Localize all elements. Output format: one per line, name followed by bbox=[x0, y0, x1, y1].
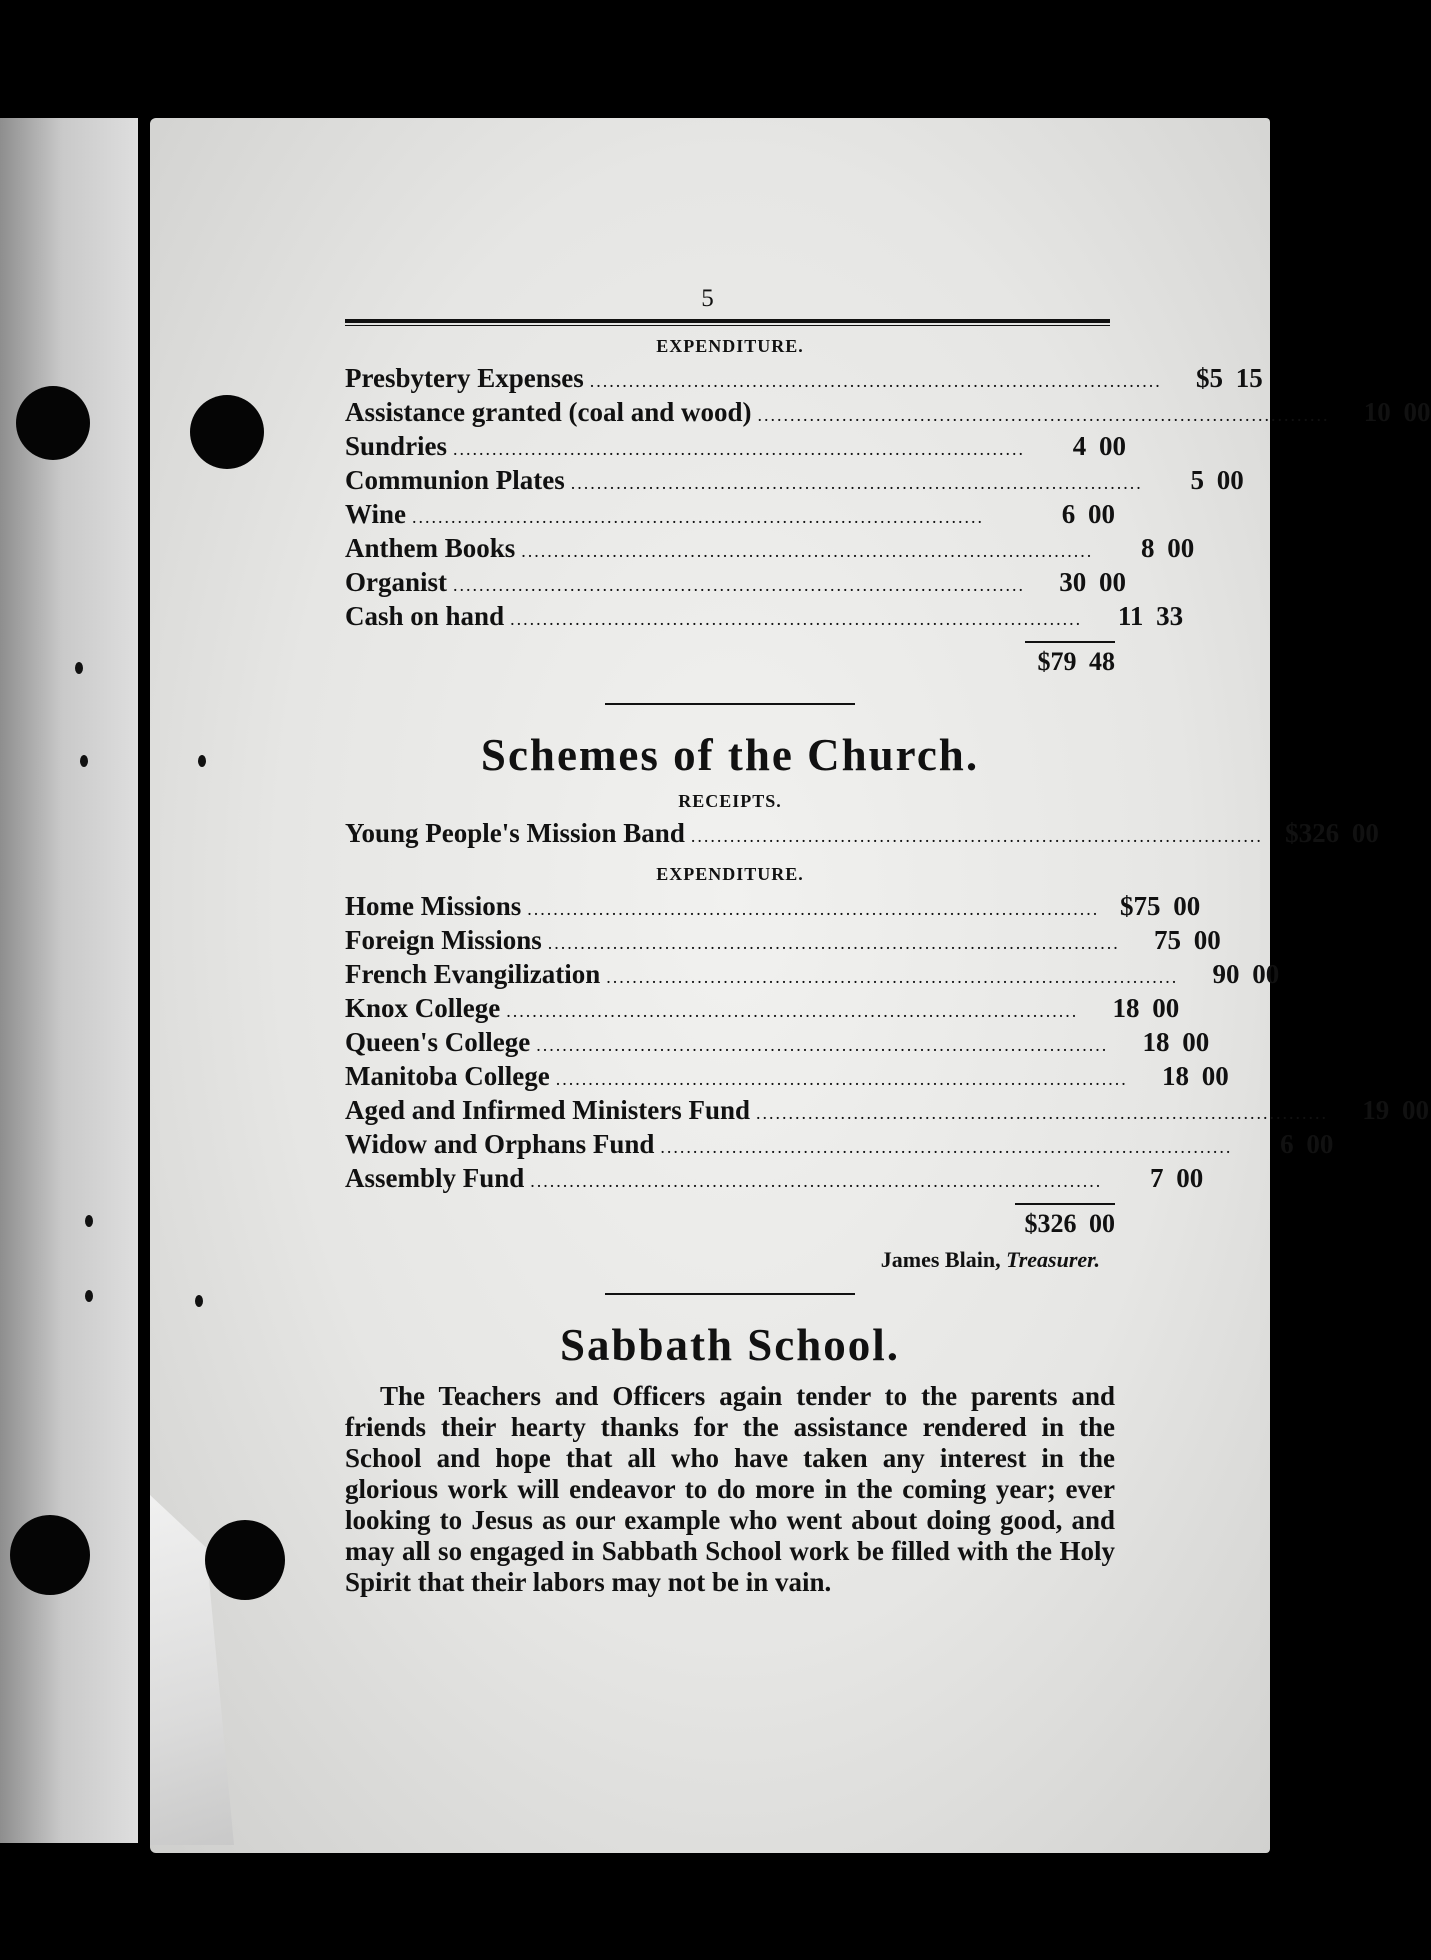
header-rule bbox=[345, 319, 1110, 326]
treasurer-signature bbox=[345, 1247, 1115, 1273]
dot-leader: ........................................................................................ bbox=[555, 1069, 1128, 1089]
scan-speck bbox=[75, 662, 83, 674]
ledger-row bbox=[345, 1095, 1430, 1129]
dot-leader: ........................................................................................ bbox=[453, 439, 1026, 459]
ledger-label: Manitoba College bbox=[345, 1061, 550, 1091]
ledger-label: Foreign Missions bbox=[345, 925, 542, 955]
ledger-row bbox=[345, 397, 1431, 431]
sabbath-heading: Sabbath School. bbox=[559, 1320, 901, 1370]
dot-leader: ........................................................................................ bbox=[527, 899, 1100, 919]
ledger-row bbox=[345, 993, 1180, 1027]
ledger-label: Wine bbox=[345, 499, 407, 529]
dot-leader: ........................................................................................ bbox=[570, 473, 1143, 493]
scan-speck bbox=[85, 1215, 93, 1227]
ledger-label: Home Missions bbox=[345, 891, 522, 921]
dot-leader: ........................................................................................ bbox=[757, 405, 1330, 425]
binding-hole bbox=[16, 386, 90, 460]
dot-leader: ........................................................................................ bbox=[506, 1001, 1079, 1021]
ledger-row bbox=[345, 1027, 1210, 1061]
dot-leader: ........................................................................................ bbox=[412, 507, 985, 527]
treasurer-name: James Blain, bbox=[880, 1247, 1001, 1272]
ledger-label: Aged and Infirmed Ministers Fund bbox=[345, 1095, 751, 1125]
ledger-row bbox=[345, 1163, 1204, 1197]
schemes-expenditure-list bbox=[345, 891, 1430, 1197]
binding-hole bbox=[205, 1520, 285, 1600]
ledger-amount: 7 00 bbox=[1150, 1163, 1204, 1193]
ledger-label: Anthem Books bbox=[345, 533, 516, 563]
ledger-label: Queen's College bbox=[345, 1027, 531, 1057]
ledger-label: Assistance granted (coal and wood) bbox=[345, 397, 752, 427]
dot-leader: ........................................................................................ bbox=[510, 609, 1083, 629]
ledger-row bbox=[345, 499, 1115, 533]
dot-leader: ........................................................................................ bbox=[660, 1137, 1233, 1157]
ledger-label: French Evangilization bbox=[345, 959, 601, 989]
dot-leader: ........................................................................................ bbox=[536, 1035, 1109, 1055]
dot-leader: ........................................................................................ bbox=[606, 967, 1179, 987]
ledger-row bbox=[345, 891, 1201, 925]
ledger-row bbox=[345, 431, 1127, 465]
ledger-amount: 4 00 bbox=[1072, 431, 1127, 461]
ledger-row bbox=[345, 533, 1195, 567]
ledger-row bbox=[345, 959, 1280, 993]
ledger-row bbox=[345, 601, 1184, 635]
ledger-row bbox=[345, 818, 1379, 852]
scan-speck bbox=[85, 1290, 93, 1302]
ledger-amount: $5 15 bbox=[1195, 363, 1263, 393]
ledger-row bbox=[345, 465, 1244, 499]
ledger-amount: $326 00 bbox=[1285, 818, 1379, 848]
treasurer-role: Treasurer. bbox=[1006, 1247, 1100, 1272]
ledger-label: Communion Plates bbox=[345, 465, 565, 495]
ledger-amount: 75 00 bbox=[1154, 925, 1221, 955]
ledger-amount: 8 00 bbox=[1141, 533, 1195, 563]
ledger-label: Assembly Fund bbox=[345, 1163, 525, 1193]
receipts-label: RECEIPTS. bbox=[678, 791, 782, 811]
page-number: 5 bbox=[701, 285, 714, 312]
ledger-row bbox=[345, 567, 1127, 601]
ledger-amount: 18 00 bbox=[1112, 993, 1180, 1023]
ledger-label: Organist bbox=[345, 567, 448, 597]
expenditure-total: $79 48 bbox=[1037, 647, 1115, 676]
sum-rule bbox=[1015, 1203, 1115, 1205]
ledger-amount: 10 00 bbox=[1363, 397, 1431, 427]
ledger-amount: 11 33 bbox=[1117, 601, 1184, 631]
section-divider bbox=[605, 703, 855, 705]
ledger-amount: 30 00 bbox=[1059, 567, 1127, 597]
expenditure-list bbox=[345, 363, 1431, 635]
dot-leader: ........................................................................................ bbox=[547, 933, 1120, 953]
scan-speck bbox=[195, 1295, 203, 1307]
ledger-amount: 5 00 bbox=[1190, 465, 1244, 495]
ledger-row bbox=[345, 1129, 1334, 1163]
expenditure-label: EXPENDITURE. bbox=[656, 336, 804, 356]
ledger-amount: 19 00 bbox=[1362, 1095, 1430, 1125]
scan-speck bbox=[80, 755, 88, 767]
dot-leader: ........................................................................................ bbox=[690, 826, 1263, 846]
sum-rule bbox=[1025, 641, 1115, 643]
expenditure-label: EXPENDITURE. bbox=[656, 864, 804, 884]
dot-leader: ........................................................................................ bbox=[756, 1103, 1329, 1123]
schemes-heading: Schemes of the Church. bbox=[480, 730, 980, 780]
dot-leader: ........................................................................................ bbox=[453, 575, 1026, 595]
ledger-label: Widow and Orphans Fund bbox=[345, 1129, 655, 1159]
dot-leader: ........................................................................................ bbox=[589, 371, 1162, 391]
scan-speck bbox=[198, 755, 206, 767]
ledger-row bbox=[345, 363, 1263, 397]
ledger-row bbox=[345, 925, 1221, 959]
ledger-label: Sundries bbox=[345, 431, 448, 461]
page-content bbox=[345, 285, 1431, 1598]
ledger-amount: 6 00 bbox=[1061, 499, 1115, 529]
ledger-row bbox=[345, 1061, 1229, 1095]
ledger-amount: 6 00 bbox=[1280, 1129, 1334, 1159]
ledger-amount: 90 00 bbox=[1212, 959, 1280, 989]
ledger-amount: 18 00 bbox=[1161, 1061, 1229, 1091]
ledger-label: Cash on hand bbox=[345, 601, 505, 631]
ledger-amount: 18 00 bbox=[1142, 1027, 1210, 1057]
ledger-label: Presbytery Expenses bbox=[345, 363, 584, 393]
binding-hole bbox=[190, 395, 264, 469]
dot-leader: ........................................................................................ bbox=[521, 541, 1094, 561]
ledger-label: Young People's Mission Band bbox=[345, 818, 685, 848]
binding-hole bbox=[10, 1515, 90, 1595]
schemes-total: $326 00 bbox=[1024, 1209, 1115, 1238]
sabbath-paragraph: The Teachers and Officers again tender to the parents and friends their hearty thanks for the assistance rendered in the School and hope that all who have taken any interest in the glorious work will endeavor to do more in the coming year; ever looking to Jesus as our example who went about doing good, and may all so engaged in Sabbath School work be filled with the Holy Spirit that their labors may not be in vain. bbox=[345, 1381, 1115, 1597]
dot-leader: ........................................................................................ bbox=[530, 1171, 1103, 1191]
section-divider bbox=[605, 1293, 855, 1295]
ledger-label: Knox College bbox=[345, 993, 501, 1023]
ledger-amount: $75 00 bbox=[1120, 891, 1201, 921]
